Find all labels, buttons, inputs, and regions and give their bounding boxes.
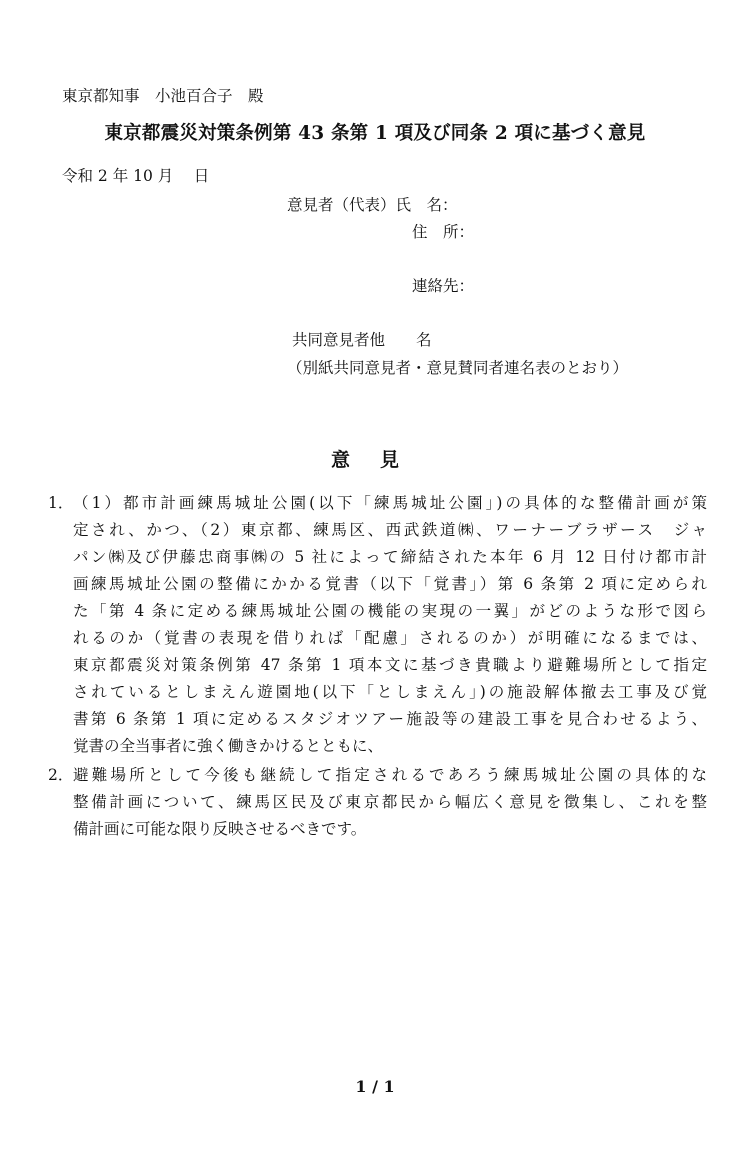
- item-1-line: （1）都市計画練馬城址公園(以下「練馬城址公園」)の具体的な整備計画が策: [73, 494, 707, 512]
- item-1-line: 画練馬城址公園の整備にかかる覚書（以下「覚書」）第 6 条第 2 項に定められ: [73, 575, 707, 593]
- applicant-name-label: 意見者（代表）氏 名：: [287, 196, 458, 214]
- co-applicant-note: （別紙共同意見者・意見賛同者連名表のとおり）: [287, 359, 629, 377]
- document-date: 令和 2 年 10 月 日: [62, 167, 210, 185]
- co-applicant-label: 共同意見者他 名: [292, 331, 432, 349]
- page-number: 1 / 1: [355, 1077, 395, 1096]
- opinion-heading: 意見: [330, 449, 429, 471]
- item-1-line: 定され、かつ、（2）東京都、練馬区、西武鉄道㈱、ワーナーブラザース ジャ: [73, 521, 707, 539]
- applicant-address-label: 住 所：: [412, 223, 475, 241]
- item-1-line: されているとしまえん遊園地(以下「としまえん」)の施設解体撤去工事及び覚: [73, 683, 707, 701]
- item-1-line: 東京都震災対策条例第 47 条第 1 項本文に基づき貴職より避難場所として指定: [73, 656, 707, 674]
- item-1-line: れるのか（覚書の表現を借りれば「配慮」されるのか）が明確になるまでは、: [73, 629, 707, 647]
- item-1-number: 1．: [48, 494, 74, 512]
- document-title: 東京都震災対策条例第 43 条第 1 項及び同条 2 項に基づく意見: [104, 123, 646, 144]
- item-1-line: 書第 6 条第 1 項に定めるスタジオツアー施設等の建設工事を見合わせるよう、: [73, 710, 707, 728]
- applicant-contact-label: 連絡先：: [412, 277, 475, 295]
- item-1-line: 覚書の全当事者に強く働きかけるとともに、: [73, 737, 384, 755]
- item-2-line: 備計画に可能な限り反映させるべきです。: [73, 820, 367, 838]
- item-2-line: 整備計画について、練馬区民及び東京都民から幅広く意見を徴集し、これを整: [73, 793, 707, 811]
- item-2-number: 2．: [48, 766, 74, 784]
- item-1-line: た「第 4 条に定める練馬城址公園の機能の実現の一翼」がどのような形で図ら: [73, 602, 707, 620]
- addressee: 東京都知事 小池百合子 殿: [62, 87, 264, 105]
- item-1-line: パン㈱及び伊藤忠商事㈱の 5 社によって締結された本年 6 月 12 日付け都市計: [73, 548, 707, 566]
- item-2-line: 避難場所として今後も継続して指定されるであろう練馬城址公園の具体的な: [73, 766, 707, 784]
